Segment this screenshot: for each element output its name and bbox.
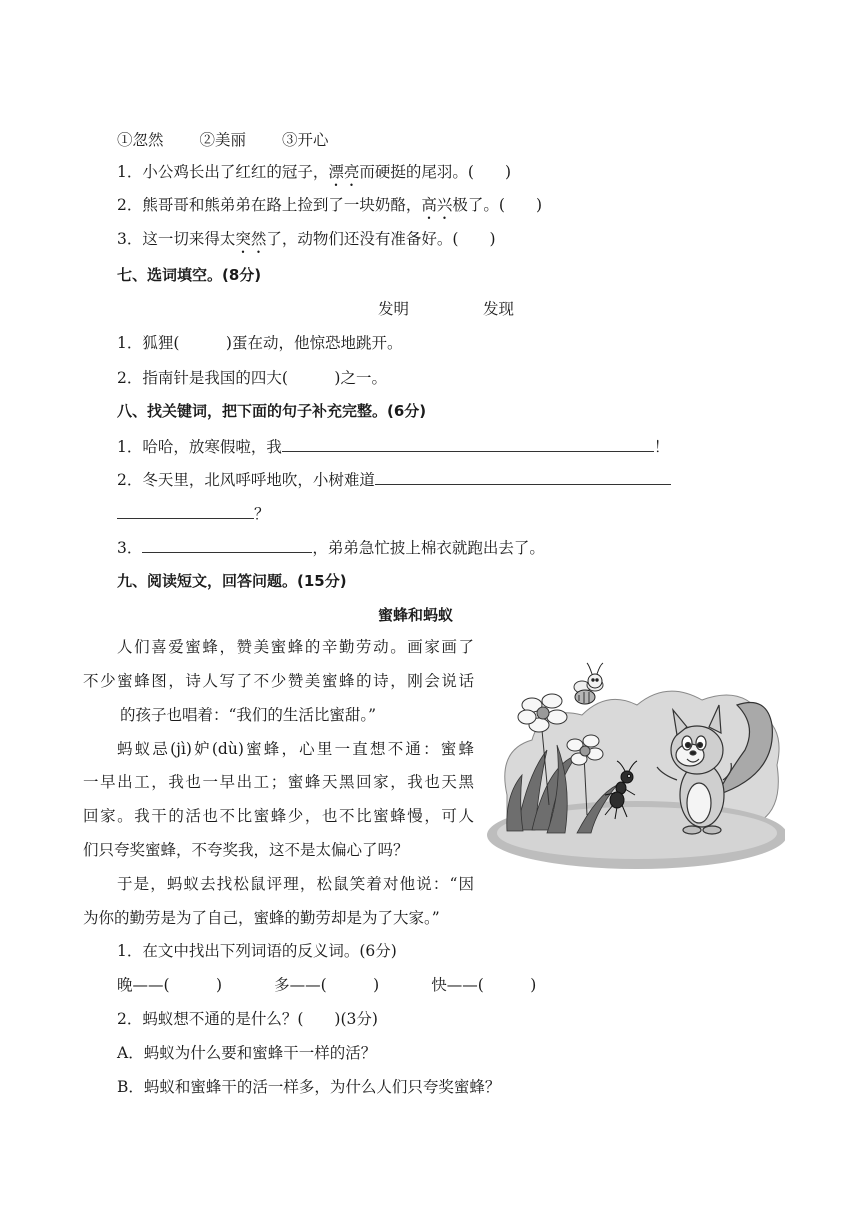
antonym-kuai: 快——( ) (431, 976, 537, 994)
section-8-heading: 八、找关键词，把下面的句子补充完整。(6分) (117, 402, 427, 420)
passage-line: 为你的勤劳是为了自己，蜜蜂的勤劳却是为了大家。” (83, 909, 440, 927)
choice-b: B．蚂蚁和蜜蜂干的活一样多，为什么人们只夸奖蜜蜂？ (117, 1078, 501, 1096)
question-9-1: 1．在文中找出下列词语的反义词。(6分) (117, 942, 397, 960)
bee-ant-squirrel-illustration (487, 655, 785, 870)
dotted-word: 漂亮 (328, 163, 360, 181)
answer-blank[interactable] (375, 469, 671, 485)
word-faxian: 发现 (483, 300, 515, 318)
option-1: ①忽然 (117, 131, 164, 149)
dotted-word: 高兴 (421, 196, 453, 214)
passage-line: 的孩子也唱着：“我们的生活比蜜甜。” (120, 706, 377, 724)
passage-line: 一早出工，我也一早出工；蜜蜂天黑回家，我也天黑 (83, 773, 474, 791)
question-8-1: 1．哈哈，放寒假啦，我 ！ (117, 438, 670, 456)
option-2: ②美丽 (199, 131, 247, 149)
question-6-3: 3．这一切来得太突然了，动物们还没有准备好。( ) (117, 230, 496, 248)
passage-line: 回家。我干的活也不比蜜蜂少，也不比蜜蜂慢，可人 (83, 807, 474, 825)
antonym-row (117, 975, 536, 995)
answer-blank[interactable] (282, 436, 654, 452)
passage-line: 人们喜爱蜜蜂，赞美蜜蜂的辛勤劳动。画家画了 (117, 638, 474, 656)
antonym-wan: 晚——( ) (117, 976, 223, 994)
question-7-1: 1．狐狸( )蛋在动，他惊恐地跳开。 (117, 334, 403, 352)
dotted-word: 突然 (235, 230, 267, 248)
passage-line: 们只夸奖蜜蜂，不夸奖我，这不是太偏心了吗？ (83, 841, 409, 859)
question-7-2: 2．指南针是我国的四大( )之一。 (117, 369, 387, 387)
section-7-heading: 七、选词填空。(8分) (117, 266, 262, 284)
story-title: 蜜蜂和蚂蚁 (378, 606, 454, 624)
section-9-heading: 九、阅读短文，回答问题。(15分) (117, 572, 347, 590)
question-8-3: 3． ，弟弟急忙披上棉衣就跑出去了。 (117, 539, 545, 557)
word-options (117, 130, 329, 150)
passage-line: 不少蜜蜂图，诗人写了不少赞美蜜蜂的诗，刚会说话 (83, 672, 474, 690)
option-3: ③开心 (282, 131, 329, 149)
question-6-2: 2．熊哥哥和熊弟弟在路上捡到了一块奶酪，高兴极了。( ) (117, 196, 542, 214)
choice-a: A．蚂蚁为什么要和蜜蜂干一样的活？ (117, 1044, 377, 1062)
passage-line: 蚂蚁忌(jì)妒(dù)蜜蜂，心里一直想不通：蜜蜂 (117, 740, 474, 758)
question-6-1: 1．小公鸡长出了红红的冠子，漂亮而硬挺的尾羽。( ) (117, 163, 511, 181)
answer-blank[interactable] (142, 537, 312, 553)
answer-blank[interactable] (117, 503, 254, 519)
question-8-2: 2．冬天里，北风呼呼地吹，小树难道 (117, 469, 671, 490)
word-faming: 发明 (378, 300, 410, 318)
antonym-duo: 多——( ) (274, 976, 380, 994)
passage-line: 于是，蚂蚁去找松鼠评理，松鼠笑着对他说：“因 (117, 875, 474, 893)
choice-words (378, 299, 514, 319)
question-9-2: 2．蚂蚁想不通的是什么？( )(3分) (117, 1010, 378, 1028)
question-8-2-cont: ？ (117, 503, 270, 524)
